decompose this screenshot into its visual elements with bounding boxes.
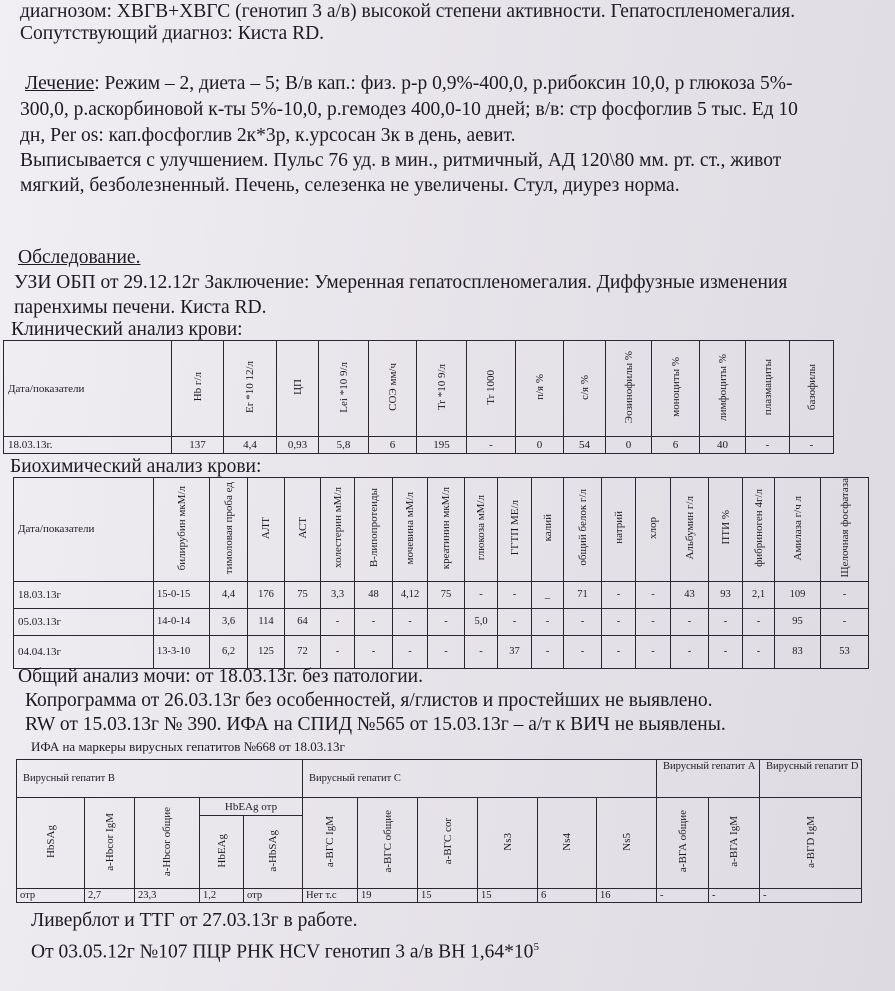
col-header: a-Hbcor общие — [161, 806, 173, 877]
cell: - — [465, 581, 498, 608]
col-header: Ns5 — [620, 832, 633, 851]
cell: - — [602, 581, 636, 608]
col-header: моноциты % — [669, 357, 682, 417]
col-soe — [369, 341, 417, 437]
rw-hiv-line: RW от 15.03.13г № 390. ИФА на СПИД №565 от 15.03.13г – а/т к ВИЧ не выявлены. — [25, 714, 726, 735]
col-header: Ns4 — [561, 832, 573, 851]
cell: - — [564, 608, 602, 635]
table-row — [14, 635, 869, 668]
liverblot-line: Ливерблот и ТТГ от 27.03.13г в работе. — [31, 910, 358, 931]
discharge-line-2: мягкий, безболезненный. Печень, селезенка не увеличены. Стул, диурез норма. — [20, 175, 680, 196]
col-header: базофилы — [805, 363, 818, 411]
cell: 19 — [358, 889, 418, 903]
cell: - — [355, 635, 393, 668]
table-row — [17, 889, 862, 903]
col-lymph — [700, 341, 746, 437]
col-header: Щелочная фосфатаза — [838, 478, 851, 578]
col-header: Er *10 12/л — [244, 361, 256, 413]
cell: 95 — [775, 608, 821, 635]
pcr-exponent: 5 — [533, 941, 539, 953]
cell: - — [709, 635, 743, 668]
cell: 0 — [516, 437, 564, 454]
col-header: Lei *10 9/л — [337, 361, 350, 413]
cell: 3,6 — [210, 608, 248, 635]
cell: 23,3 — [135, 889, 200, 903]
cell: - — [428, 635, 465, 668]
cell: отр — [244, 889, 303, 903]
cell: 137 — [172, 437, 224, 454]
row-date: 18.03.13г. — [4, 437, 172, 454]
hepatitis-table — [16, 759, 862, 903]
col-header: хлор — [647, 516, 659, 539]
row-header-cell: Дата/показатели — [4, 341, 172, 437]
cell: 15 — [478, 889, 538, 903]
group-hep-c: Вирусный гепатит С — [303, 760, 657, 798]
ifa-title: ИФА на маркеры вирусных гепатитов №668 от 18.03.13г — [31, 739, 345, 754]
col-header: фибриноген 4г/л — [752, 488, 765, 567]
ultrasound-line-1: УЗИ ОБП от 29.12.12г Заключение: Умеренная гепатоспленомегалия. Диффузные изменения — [14, 272, 788, 293]
row-date: 18.03.13г — [14, 581, 154, 608]
cell: - — [636, 581, 671, 608]
cell: - — [636, 635, 671, 668]
exam-heading: Обследование. — [18, 247, 141, 268]
col-header: Эозинофилы % — [622, 350, 635, 424]
row-date: 04.04.13г — [14, 635, 154, 668]
col-header: холестерин мМ/л — [331, 487, 344, 569]
col-header: a-HbSAg — [267, 829, 279, 872]
cell: - — [321, 635, 355, 668]
cell: - — [821, 581, 869, 608]
col-header: билирубин мкМ/л — [175, 485, 188, 570]
coprogram-line: Копрограмма от 26.03.13г без особенностей, я/глистов и простейших не выявлено. — [25, 690, 713, 711]
col-header: Tr *10 9/л — [435, 363, 448, 411]
cell: 4,4 — [224, 437, 277, 454]
col-header: ГГТП МЕ/л — [508, 500, 521, 556]
col-header: Альбумин г/л — [683, 495, 696, 560]
cell: - — [467, 437, 516, 454]
col-header: АСТ — [296, 517, 309, 539]
cell: - — [532, 608, 564, 635]
col-header: Амилаза г/ч л — [791, 495, 804, 560]
cell: 83 — [775, 635, 821, 668]
cell: 75 — [285, 581, 321, 608]
cell: - — [355, 608, 393, 635]
cell: 3,3 — [321, 581, 355, 608]
cell: 5,8 — [319, 437, 369, 454]
table-row — [14, 608, 869, 635]
col-eos — [606, 341, 652, 437]
cell: 93 — [709, 581, 743, 608]
col-header: мочевина мМ/л — [404, 491, 416, 564]
col-mono — [652, 341, 700, 437]
col-sya — [564, 341, 606, 437]
col-header: ПТИ % — [719, 510, 732, 546]
cell: 48 — [355, 581, 393, 608]
cell: - — [743, 635, 775, 668]
col-header: п/я % — [533, 374, 546, 400]
cell: 0 — [606, 437, 652, 454]
cell: Нет т.с — [303, 889, 358, 903]
cell: - — [393, 635, 428, 668]
cell: - — [564, 635, 602, 668]
cell: 109 — [775, 581, 821, 608]
col-header: натрий — [612, 511, 625, 545]
col-lei — [319, 341, 369, 437]
col-header: ЦП — [291, 379, 304, 395]
col-header: тимоловая проба ед — [222, 481, 235, 574]
col-header: Tr 1000 — [485, 369, 497, 405]
group-hbeag: HbEAg отр — [200, 798, 303, 816]
col-header: СОЭ мм/ч — [386, 363, 399, 411]
cell: - — [321, 608, 355, 635]
cell: 16 — [597, 889, 657, 903]
cell: 54 — [564, 437, 606, 454]
cell: 195 — [417, 437, 467, 454]
cell: 6 — [652, 437, 700, 454]
cell: 2,1 — [743, 581, 775, 608]
cell: 13-3-10 — [154, 635, 210, 668]
col-header: калий — [541, 514, 554, 542]
table-row — [14, 581, 869, 608]
cell: 15-0-15 — [154, 581, 210, 608]
pcr-line — [31, 935, 539, 965]
group-hep-b: Вирусный гепатит В — [17, 760, 303, 798]
discharge-line-1: Выписывается с улучшением. Пульс 76 уд. в мин., ритмичный, АД 120\80 мм. рт. ст., живот — [20, 150, 782, 171]
col-header: a-Hbcor IgM — [103, 812, 116, 871]
diagnosis-line: диагнозом: ХВГВ+ХВГС (генотип 3 а/в) высокой степени активности. Гепатоспленомегалия. — [20, 1, 796, 22]
cell: - — [393, 608, 428, 635]
cell: - — [709, 889, 760, 903]
cell: - — [671, 608, 709, 635]
ultrasound-line-2: паренхимы печени. Киста RD. — [14, 297, 267, 318]
cell: 53 — [821, 635, 869, 668]
cell: - — [709, 608, 743, 635]
treatment-label: Лечение — [25, 73, 95, 94]
treatment-text: : Режим – 2, диета – 5; В/в кап.: физ. р-р 0,9%-400,0, р.рибоксин 10,0, р глюкоза 5%- — [94, 73, 793, 94]
cell: - — [602, 608, 636, 635]
group-hep-a: Вирусный гепатит А — [657, 760, 760, 798]
biochem-table — [13, 477, 869, 669]
col-header: В-липопротеиды — [367, 488, 380, 568]
row-date: 05.03.13г — [14, 608, 154, 635]
cell: 43 — [671, 581, 709, 608]
cell: 6 — [369, 437, 417, 454]
cell: 75 — [428, 581, 465, 608]
cell: 14-0-14 — [154, 608, 210, 635]
cell: - — [636, 608, 671, 635]
secondary-diagnosis: Сопутствующий диагноз: Киста RD. — [20, 23, 325, 44]
blood-test-table — [3, 340, 834, 454]
biochem-title: Биохимический анализ крови: — [10, 456, 262, 477]
col-header: a-ВГА общие — [676, 810, 689, 873]
cell: - — [671, 635, 709, 668]
pcr-text: От 03.05.12г №107 ПЦР РНК HCV генотип 3 а/в ВН 1,64*10 — [31, 941, 534, 963]
group-hep-d: Вирусный гепатит D — [760, 760, 862, 798]
cell: 125 — [248, 635, 285, 668]
cell: 37 — [498, 635, 532, 668]
cell: - — [498, 581, 532, 608]
col-header: АЛТ — [260, 516, 272, 539]
col-header: общий белок г/л — [576, 489, 589, 567]
cell: 64 — [285, 608, 321, 635]
col-header: лимфоциты % — [716, 353, 729, 421]
cell: 1,2 — [200, 889, 244, 903]
cell: 176 — [248, 581, 285, 608]
col-tr1000 — [467, 341, 516, 437]
treatment-line-2: 300,0, р.аскорбиновой к-ты 5%-10,0, р.гемодез 400,0-10 дней; в/в: стр фосфоглив 5 тыс. Ед 10 — [20, 99, 798, 120]
col-cp — [277, 341, 319, 437]
col-er — [224, 341, 277, 437]
cell: _ — [532, 581, 564, 608]
cell: 6 — [538, 889, 597, 903]
col-header: плазмациты — [761, 358, 774, 416]
col-header: Ns3 — [501, 832, 514, 851]
cell: 0,93 — [277, 437, 319, 454]
col-header: a-ВГС cor — [441, 818, 454, 865]
cell: 5,0 — [465, 608, 498, 635]
cell: - — [790, 437, 834, 454]
cell: 6,2 — [210, 635, 248, 668]
col-header: a-ВГА IgM — [728, 816, 741, 867]
col-hb — [172, 341, 224, 437]
blood-test-title: Клинический анализ крови: — [11, 319, 243, 340]
treatment-line-3: дн, Per os: кап.фосфоглив 2к*3р, к.урсосан 3к в день, аевит. — [20, 125, 516, 146]
col-header: с/я % — [578, 374, 591, 400]
treatment-line-1 — [25, 72, 792, 96]
cell: - — [821, 608, 869, 635]
cell: - — [657, 889, 709, 903]
cell: отр — [17, 889, 85, 903]
cell: 40 — [700, 437, 746, 454]
col-header: HbSAg — [44, 824, 57, 858]
cell: - — [743, 608, 775, 635]
cell: - — [498, 608, 532, 635]
cell: - — [532, 635, 564, 668]
table-row — [4, 437, 834, 454]
col-tr — [417, 341, 467, 437]
col-header: a-ВГС общие — [381, 810, 394, 873]
cell: 15 — [418, 889, 478, 903]
cell: - — [746, 437, 790, 454]
cell: 71 — [564, 581, 602, 608]
col-header: HbEAg — [215, 833, 228, 868]
cell: - — [760, 889, 862, 903]
col-pya — [516, 341, 564, 437]
cell: - — [428, 608, 465, 635]
cell: 2,7 — [85, 889, 135, 903]
col-header: глюкоза мМ/л — [475, 495, 487, 561]
col-header: креатинин мкМ/л — [440, 486, 452, 569]
urine-test-line: Общий анализ мочи: от 18.03.13г. без патологии. — [18, 666, 423, 687]
col-header: Hb г/л — [191, 372, 204, 402]
row-header-cell: Дата/показатели — [14, 478, 154, 582]
col-header: a-ВГD IgM — [804, 815, 817, 868]
cell: - — [465, 635, 498, 668]
cell: - — [602, 635, 636, 668]
cell: 114 — [248, 608, 285, 635]
cell: 72 — [285, 635, 321, 668]
cell: 4,4 — [210, 581, 248, 608]
col-plasma — [746, 341, 790, 437]
col-header: a-ВГС IgM — [324, 815, 336, 868]
cell: 4,12 — [393, 581, 428, 608]
col-baso — [790, 341, 834, 437]
